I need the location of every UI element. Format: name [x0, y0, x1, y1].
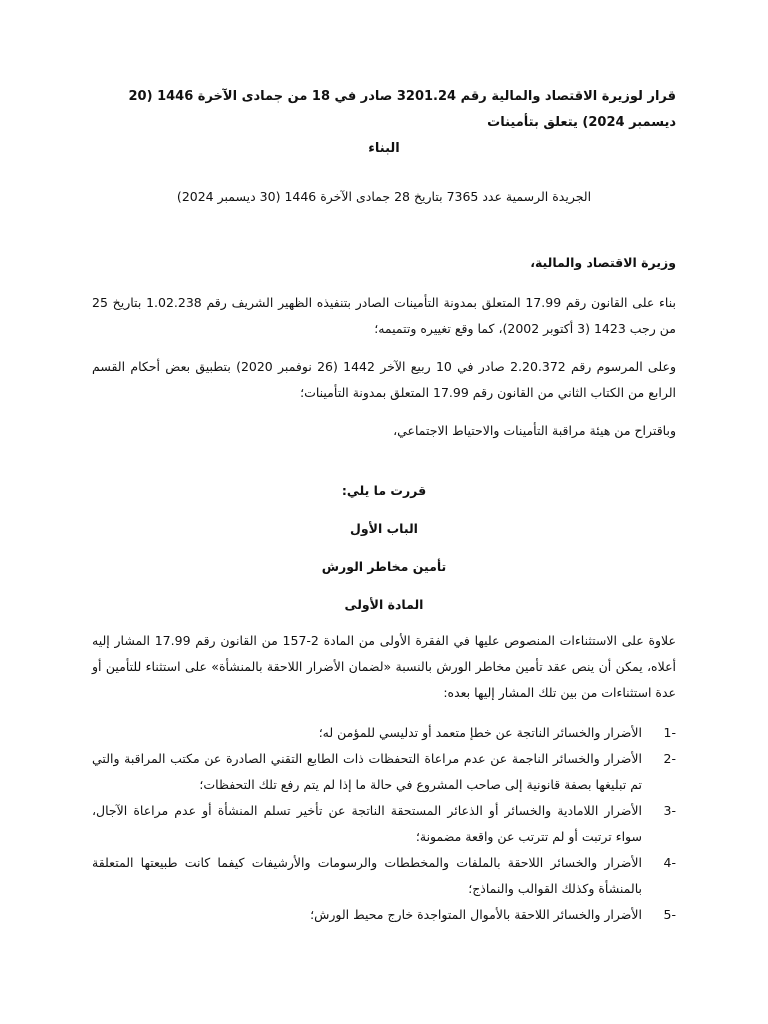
- article-title: المادة الأولى: [344, 597, 424, 612]
- list-item-text: الأضرار والخسائر الناجمة عن عدم مراعاة التحفظات ذات الطابع التقني الصادرة عن مكتب المراقبة والتي تم تبليغها بصفة قانونية إلى صاحب المشروع في حالة ما إذا لم يتم رفع تلك التحفظات؛: [92, 751, 642, 792]
- recital-law: بناء على القانون رقم 17.99 المتعلق بمدونة التأمينات الصادر بتنفيذه الظهير الشريف رقم 1.02.238 بتاريخ 25 من رجب 1423 (3 أكتوبر 2002)، كما وقع تغييره وتتميمه؛: [92, 295, 676, 336]
- list-item: [92, 902, 676, 928]
- recital-decree: وعلى المرسوم رقم 2.20.372 صادر في 10 ربيع الآخر 1442 (26 نوفمبر 2020) بتطبيق بعض أحكام القسم الرابع من الكتاب الثاني من القانون رقم 17.99 المتعلق بمدونة التأمينات؛: [92, 359, 676, 400]
- list-item-number: -3: [663, 803, 676, 818]
- list-item-number: -1: [663, 725, 676, 740]
- article-text: علاوة على الاستثناءات المنصوص عليها في الفقرة الأولى من المادة 2-157 من القانون رقم 17.99 المشار إليه أعلاه، يمكن أن ينص عقد تأمين مخاطر الورش بالنسبة «لضمان الأضرار اللاحقة بالمنشأة» على استثناء للتأمين أو عدة استثناءات من بين تلك المشار إليها بعده:: [92, 633, 676, 700]
- chapter-heading: الباب الأول: [350, 521, 418, 536]
- chapter-title: تأمين مخاطر الورش: [321, 559, 447, 574]
- list-item: [92, 746, 676, 798]
- ministry-heading: وزيرة الاقتصاد والمالية،: [530, 255, 676, 270]
- document-body: [92, 84, 676, 928]
- list-item: [92, 850, 676, 902]
- decided-heading: قررت ما يلي:: [341, 483, 427, 498]
- list-item-text: الأضرار والخسائر اللاحقة بالأموال المتواجدة خارج محيط الورش؛: [310, 907, 642, 922]
- list-item-text: الأضرار والخسائر اللاحقة بالملفات والمخططات والرسومات والأرشيفات كيفما كانت طبيعتها المتعلقة بالمنشأة وكذلك القوالب والنماذج؛: [92, 855, 642, 896]
- decree-title-line2: البناء: [368, 141, 400, 156]
- list-item-text: الأضرار والخسائر الناتجة عن خطإ متعمد أو تدليسي للمؤمن له؛: [318, 725, 642, 740]
- gazette-reference: الجريدة الرسمية عدد 7365 بتاريخ 28 جمادى الآخرة 1446 (30 ديسمبر 2024): [176, 189, 592, 204]
- list-item-number: -5: [663, 907, 676, 922]
- decree-title-line1: قرار لوزيرة الاقتصاد والمالية رقم 3201.24 صادر في 18 من جمادى الآخرة 1446 (20 ديسمبر 2024) يتعلق بتأمينات: [128, 89, 676, 130]
- list-item-number: -2: [663, 751, 676, 766]
- list-item-text: الأضرار اللامادية والخسائر أو الذعائر المستحقة الناتجة عن تأخير تسلم المنشأة أو عدم مراعاة الآجال، سواء ترتبت أو لم تترتب عن واقعة مضمونة؛: [92, 803, 642, 844]
- list-item-number: -4: [663, 855, 676, 870]
- list-item: [92, 798, 676, 850]
- list-item: [92, 720, 676, 746]
- exclusions-list: [92, 720, 676, 928]
- recital-proposal: وباقتراح من هيئة مراقبة التأمينات والاحتياط الاجتماعي،: [393, 423, 676, 438]
